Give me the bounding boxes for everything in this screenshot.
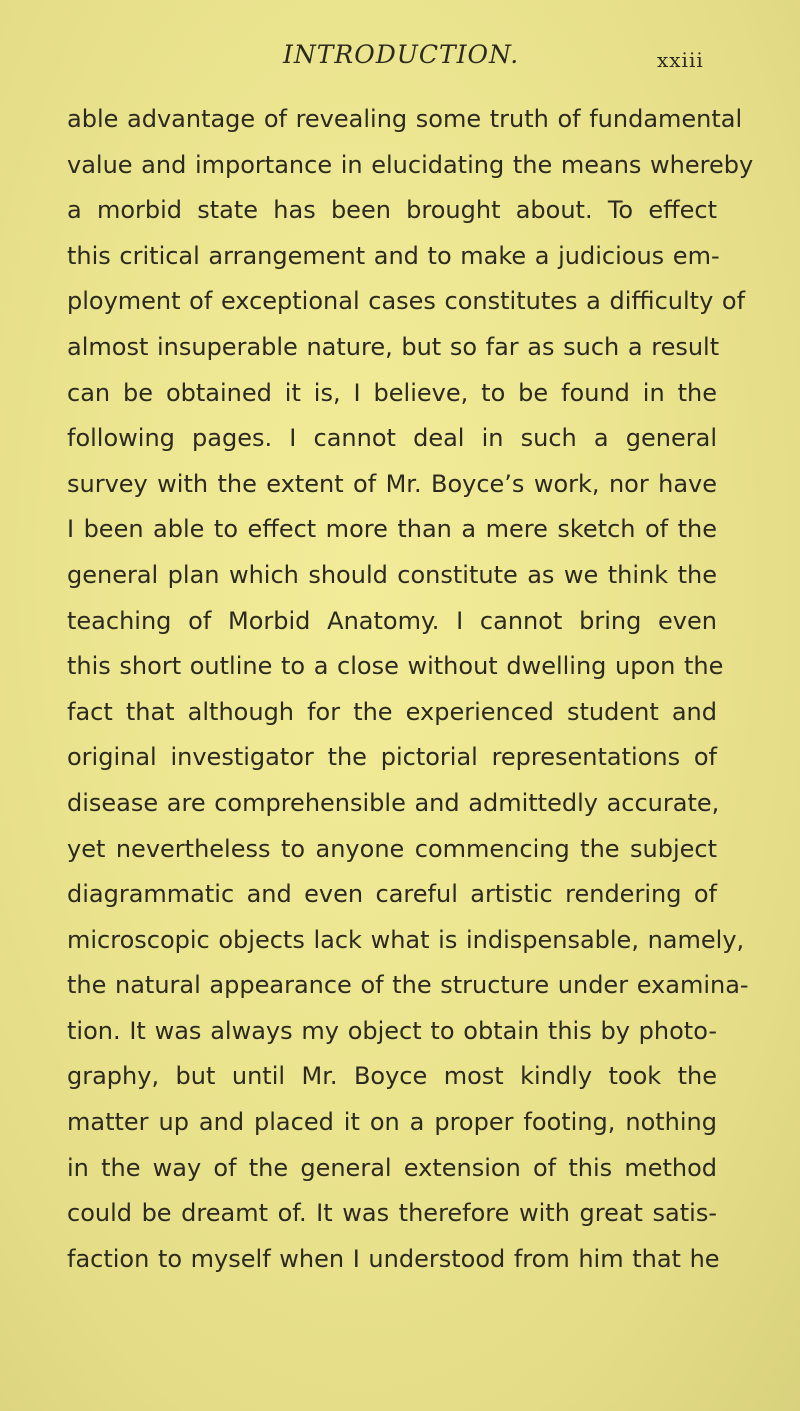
text-line: the natural appearance of the structure under examina- — [67, 971, 749, 1000]
page-number: xxiii — [657, 48, 704, 72]
text-line: diagrammatic and even careful artistic rendering of — [67, 880, 717, 909]
text-line: teaching of Morbid Anatomy. I cannot bring even — [67, 606, 717, 635]
text-line: yet nevertheless to anyone commencing the subject — [67, 834, 717, 863]
text-line: I been able to effect more than a mere sketch of the — [67, 515, 717, 544]
text-line: almost insuperable nature, but so far as such a result — [67, 332, 720, 361]
text-line: survey with the extent of Mr. Boyce’s work, nor have — [67, 469, 717, 498]
text-line: in the way of the general extension of this method — [67, 1153, 717, 1182]
text-line: original investigator the pictorial representations of — [67, 743, 717, 772]
text-line: a morbid state has been brought about. To effect — [67, 196, 717, 225]
text-line: able advantage of revealing some truth of fundamental — [67, 105, 743, 133]
text-line: could be dreamt of. It was therefore with great satis- — [67, 1199, 717, 1228]
text-line: disease are comprehensible and admittedly accurate, — [67, 788, 720, 817]
text-line: faction to myself when I understood from him that he — [67, 1244, 720, 1273]
text-line: general plan which should constitute as we think the — [67, 560, 717, 589]
text-line: value and importance in elucidating the means whereby — [67, 150, 754, 179]
running-head — [0, 40, 800, 80]
text-line: matter up and placed it on a proper footing, nothing — [67, 1108, 717, 1137]
text-line: this critical arrangement and to make a judicious em- — [67, 241, 720, 270]
text-line: can be obtained it is, I believe, to be found in the — [67, 378, 717, 407]
text-line: fact that although for the experienced student and — [67, 697, 717, 726]
text-line: this short outline to a close without dwelling upon the — [67, 652, 724, 681]
text-line: graphy, but until Mr. Boyce most kindly took the — [67, 1062, 717, 1091]
text-line: following pages. I cannot deal in such a general — [67, 424, 717, 453]
text-line: tion. It was always my object to obtain this by photo- — [67, 1016, 717, 1045]
text-line: ployment of exceptional cases constitutes a difficulty of — [67, 287, 746, 316]
text-line: microscopic objects lack what is indispensable, namely, — [67, 925, 745, 954]
running-head-title: INTRODUCTION. — [283, 40, 520, 69]
body-text — [67, 97, 754, 1282]
